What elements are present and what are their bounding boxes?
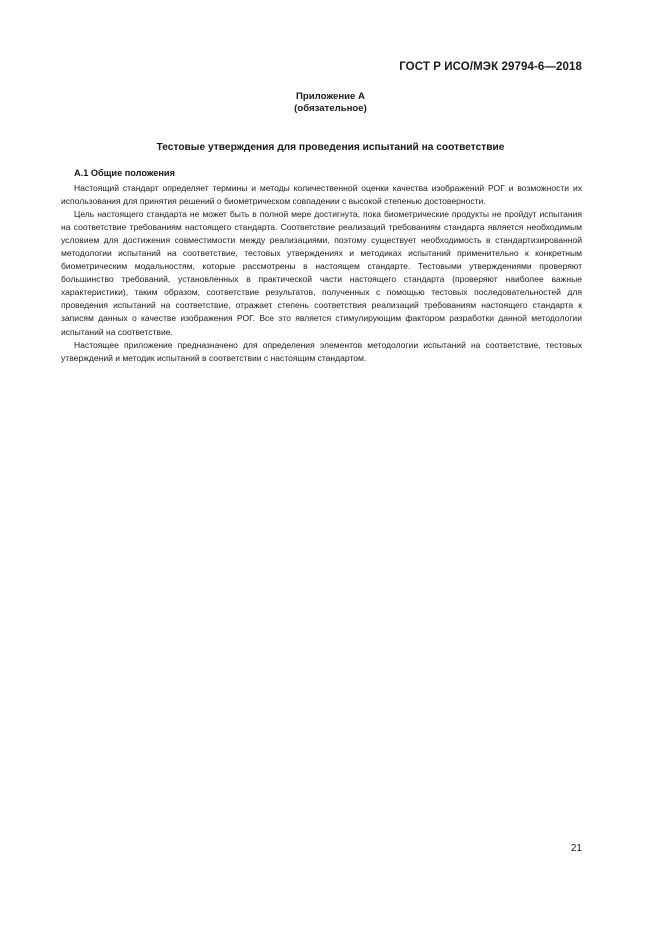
document-code: ГОСТ Р ИСО/МЭК 29794-6—2018 xyxy=(399,61,582,73)
appendix-title-block xyxy=(0,91,661,115)
paragraph: Цель настоящего стандарта не может быть в полной мере достигнута, пока биометрические продукты не пройдут испытания на соответствие требованиям настоящего стандарта. Соответствие реализаций требованиям стандарта является необходимым условием для достижения совместимости между реализациями, поэтому существует необходимость в стандартизированной методологии испытаний на соответствие, тестовых утверждениях и методиках испытаний применительно к конкретным биометрическим модальностям, которые рассмотрены в настоящем стандарте. Тестовыми утверждениями проверяют большинство требований, установленных в практической части настоящего стандарта (проверяют наиболее важные характеристики), таким образом, соответствие результатов, полученных с помощью тестовых последовательностей для проведения испытаний на соответствие, отражает степень соответствия реализаций требованиям настоящего стандарта к записям данных о качестве изображения РОГ. Все это является стимулирующим фактором разработки данной методологии испытаний на соответствие. xyxy=(61,209,582,337)
subsection-heading: А.1 Общие положения xyxy=(74,168,175,178)
paragraph: Настоящее приложение предназначено для определения элементов методологии испытаний на соответствие, тестовых утверждений и методик испытаний в соответствии с настоящим стандартом. xyxy=(61,339,582,363)
body-text xyxy=(61,182,582,365)
appendix-title: Приложение А xyxy=(296,91,365,102)
page-number: 21 xyxy=(570,843,582,854)
paragraph: Настоящий стандарт определяет термины и методы количественной оценки качества изображений РОГ и возможности их использования для принятия решений о биометрическом совпадении с высокой степенью достоверности. xyxy=(61,183,582,207)
appendix-status: (обязательное) xyxy=(294,103,367,114)
section-heading: Тестовые утверждения для проведения испытаний на соответствие xyxy=(156,142,505,153)
